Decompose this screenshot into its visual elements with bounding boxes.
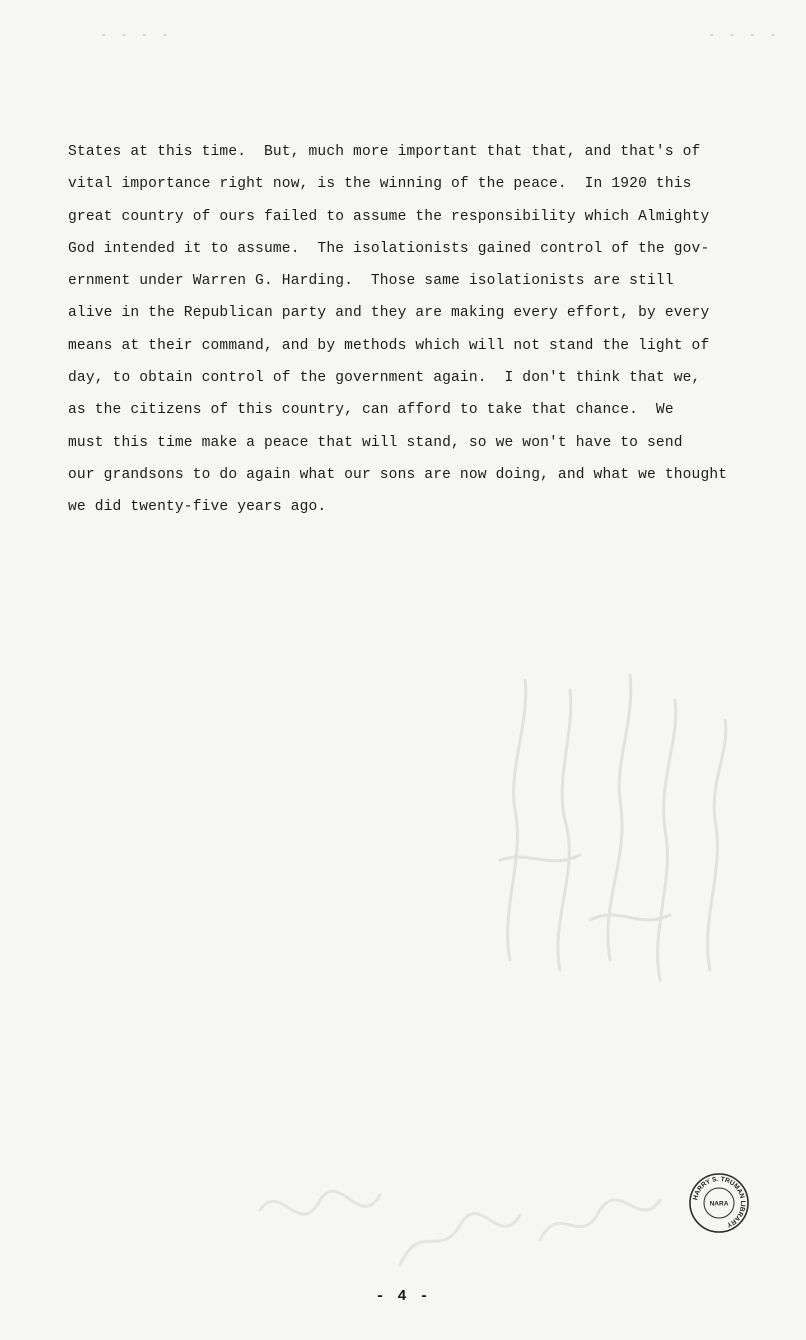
text-line: alive in the Republican party and they are making every effort, by every <box>68 305 710 322</box>
stamp-outer-text: HARRY S. TRUMAN LIBRARY <box>692 1175 747 1229</box>
text-line: States at this time. But, much more important that that, and that's of <box>68 144 701 160</box>
text-line: great country of ours failed to assume the responsibility which Almighty <box>68 208 710 225</box>
text-line: God intended it to assume. The isolationists gained control of the gov- <box>68 240 710 257</box>
top-marks-left: - - - - <box>100 28 172 42</box>
top-faint-marks <box>0 28 806 48</box>
text-line: as the citizens of this country, can afford to take that chance. We <box>68 402 674 419</box>
text-line: our grandsons to do again what our sons are now doing, and what we thought <box>68 466 728 483</box>
text-line: day, to obtain control of the government again. I don't think that we, <box>68 370 701 387</box>
page-number: - 4 - <box>375 1288 431 1305</box>
bleed-through-handwriting <box>470 660 770 990</box>
bottom-faint-scrawl <box>250 1170 670 1280</box>
stamp-center-text: NARA <box>709 1200 729 1208</box>
library-stamp-icon <box>688 1172 750 1234</box>
text-line: vital importance right now, is the winning of the peace. In 1920 this <box>68 176 692 193</box>
typed-body-text <box>68 136 768 524</box>
top-marks-right: - - - - <box>708 28 780 42</box>
text-line: must this time make a peace that will stand, so we won't have to send <box>68 434 683 451</box>
text-line: means at their command, and by methods which will not stand the light of <box>68 337 710 354</box>
text-line: ernment under Warren G. Harding. Those same isolationists are still <box>68 273 674 290</box>
text-line: we did twenty-five years ago. <box>68 499 327 516</box>
